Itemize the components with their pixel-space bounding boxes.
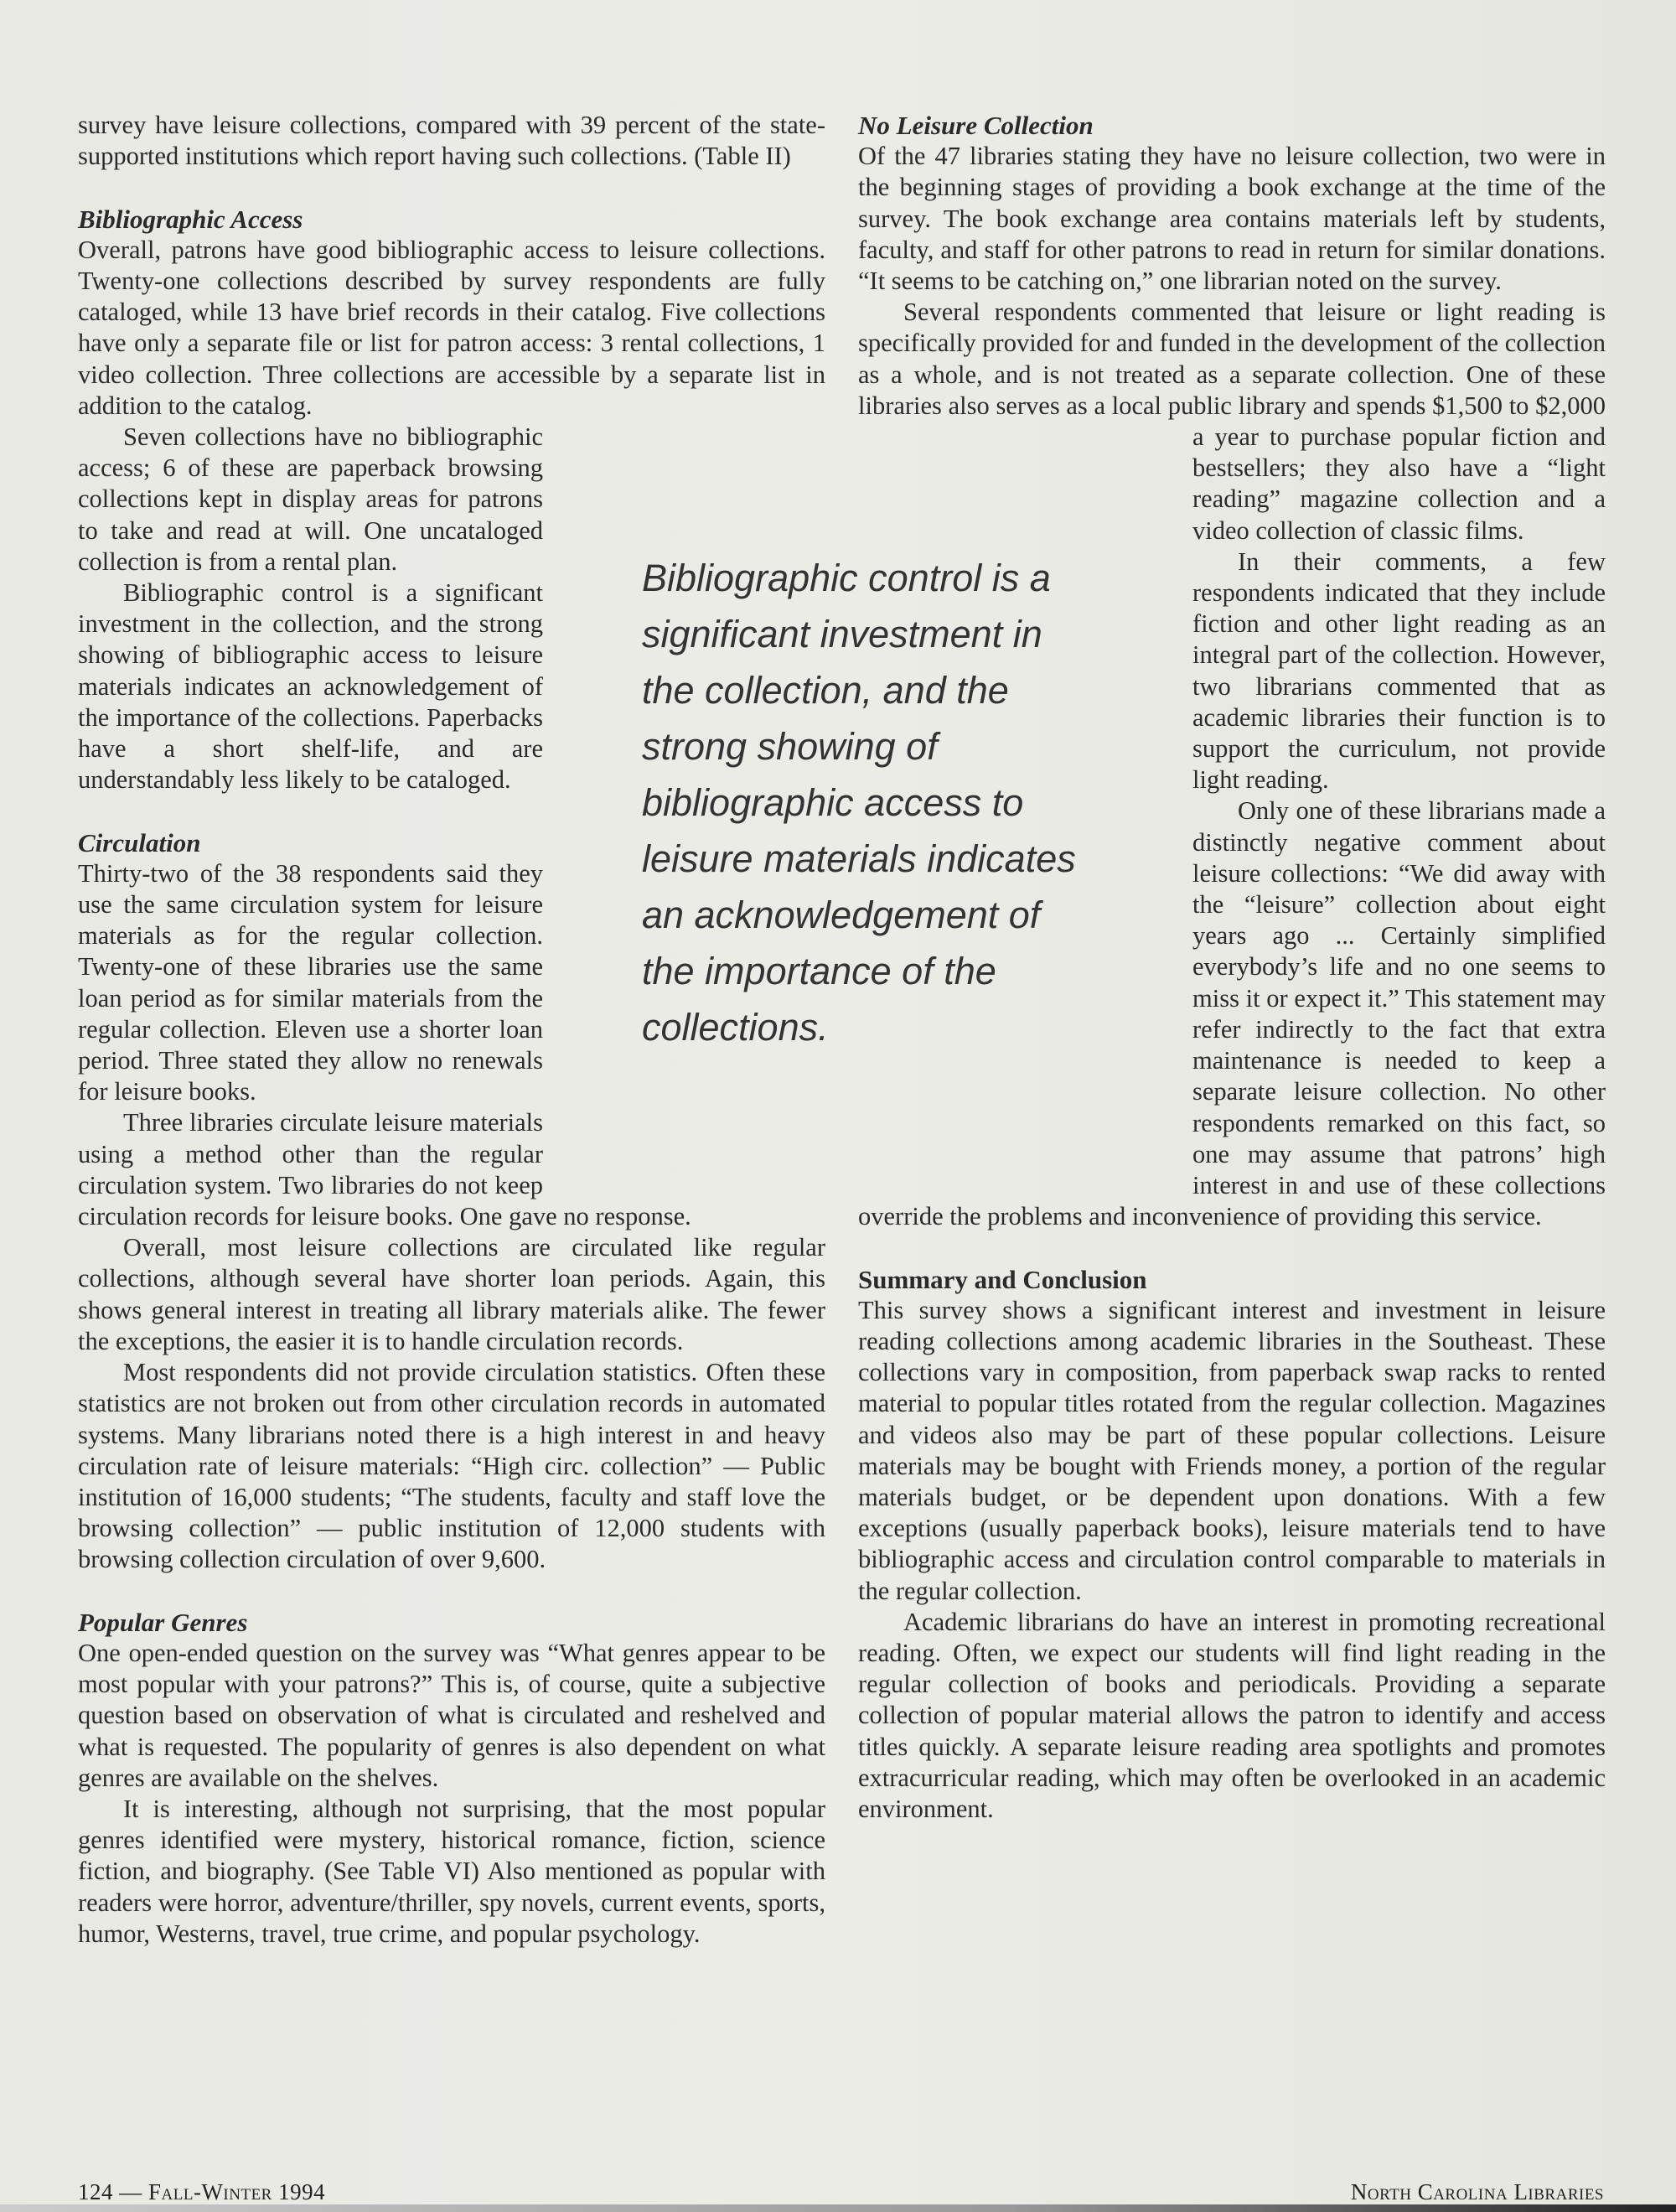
paragraph: Overall, patrons have good bibliographic access to leisure collections. Twenty-one collections described by survey respondents are fully cataloged, while 13 have brief records in their catalog. Five collections have only a separate file or list for patron access: 3 rental collections, 1 video collection. Three collections are accessible by a separate list in addition to the catalog. [78, 235, 825, 420]
pull-quote-line: collections. [642, 1006, 829, 1049]
pull-quote-line: leisure materials indicates [642, 837, 1076, 880]
pull-quote-line: significant investment in [642, 613, 1042, 655]
paragraph: Most respondents did not provide circulation statistics. Often these statistics are not broken out from other circulation records in automated systems. Many librarians noted there is a high interest in and heavy circulation rate of leisure materials: “High circ. collection” — Public institution of 16,000 students; “The students, faculty and staff love the browsing collection” — public institution of 12,000 students with browsing collection circulation of over 9,600. [78, 1358, 825, 1574]
paragraph: Academic librarians do have an interest in promoting recreational reading. Often, we expect our students will find light reading in the regular collection of books and periodicals. Providing a separate collection of popular material allows the patron to identify and access titles quickly. A separate leisure reading area spotlights and promotes extracurricular reading, which may often be overlooked in an academic environment. [858, 1607, 1606, 1823]
section-heading-bibliographic-access: Bibliographic Access [78, 204, 303, 234]
paragraph: Several respondents commented that leisure or light reading is specifically provided for and funded in the development of the collection as a whole, and is not treated as a separate collection. One of these libraries also serves as a local public library and spends $1,500 to $2,000 a year to purchase popular fiction and bestsellers; they also have a “light reading” magazine collection and a video collection of classic films. [858, 298, 1606, 545]
section-heading-popular-genres: Popular Genres [78, 1607, 248, 1637]
paragraph: survey have leisure collections, compared with 39 percent of the state-supported institutions which report having such collections. (Table II) [78, 111, 825, 171]
pull-quote-gutter [858, 453, 1192, 1201]
page-folio: 124 — Fall-Winter 1994 [78, 2179, 326, 2204]
paragraph: Thirty-two of the 38 respondents said they use the same circulation system for leisure materials as for the regular collection. Twenty-one of these libraries use the same loan period as for similar materials from the regular collection. Eleven use a shorter loan period. Three stated they allow no renewals for leisure books. [78, 858, 543, 1106]
pull-quote-line: an acknowledgement of [642, 894, 1041, 936]
page-edge-shadow [0, 2204, 1676, 2212]
paragraph: In their comments, a few respondents indicated that they include fiction and other light reading as an integral part of the collection. However, two librarians commented that as academic libraries their function is to support the curriculum, not provide light reading. [1192, 547, 1606, 795]
publication-name: North Carolina Libraries [1350, 2179, 1604, 2204]
paragraph: Only one of these librarians made a distinctly negative comment about leisure collections: “We did away with the “leisure” collection about eight years ago ... Certainly simplified everybody’s life and no one seems to miss it or expect it.” This statement may refer indirectly to the fact that extra maintenance is needed to keep a separate leisure collection. No other respondents remarked on this fact, so one may assume that patrons’ high interest in and use of these collections override the problems and inconvenience of providing this service. [858, 796, 1606, 1231]
section-heading-circulation: Circulation [78, 827, 201, 857]
paragraph: This survey shows a significant interest and investment in leisure reading collections among academic libraries in the Southeast. These collections vary in composition, from paperback swap racks to rented material to popular titles rotated from the regular collection. Magazines and videos also may be part of these popular collections. Leisure materials may be bought with Friends money, a portion of the regular materials budget, or be dependent upon donations. With a few exceptions (usually paperback books), leisure materials tend to have bibliographic access and circulation control comparable to materials in the regular collection. [858, 1295, 1606, 1605]
section-heading-no-leisure-collection: No Leisure Collection [858, 111, 1094, 140]
paragraph: One open-ended question on the survey was “What genres appear to be most popular with your patrons?” This is, of course, quite a subjective question based on observation of what is circulated and reshelved and what is requested. The popularity of genres is also dependent on what genres are available on the shelves. [78, 1638, 825, 1792]
paragraph: Bibliographic control is a significant investment in the collection, and the strong showing of bibliographic access to leisure materials indicates an acknowledgement of the importance of the collections. Paperbacks have a short shelf-life, and are understandably less likely to be cataloged. [78, 578, 543, 795]
paragraph: Seven collections have no bibliographic access; 6 of these are paperback browsing collections kept in display areas for patrons to take and read at will. One uncataloged collection is from a rental plan. [78, 422, 543, 576]
right-column [858, 110, 1606, 1825]
pull-quote-line: Bibliographic control is a [642, 557, 1051, 599]
paragraph: Overall, most leisure collections are circulated like regular collections, although several have shorter loan periods. Again, this shows general interest in treating all library materials alike. The fewer the exceptions, the easier it is to handle circulation records. [78, 1233, 825, 1355]
paragraph: Three libraries circulate leisure materials using a method other than the regular circulation system. Two libraries do not keep circulation records for leisure books. One gave no response. [78, 1108, 691, 1231]
section-heading-summary: Summary and Conclusion [858, 1264, 1147, 1294]
pull-quote-line: the importance of the [642, 950, 996, 992]
pull-quote-line: strong showing of [642, 725, 938, 768]
pull-quote-line: bibliographic access to [642, 781, 1024, 824]
pull-quote-line: the collection, and the [642, 669, 1009, 712]
paragraph: It is interesting, although not surprising, that the most popular genres identified were mystery, historical romance, fiction, science fiction, and biography. (See Table VI) Also mentioned as popular with readers were horror, adventure/thriller, spy novels, current events, sports, humor, Westerns, travel, true crime, and popular psychology. [78, 1794, 825, 1948]
paragraph: Of the 47 libraries stating they have no leisure collection, two were in the beginning stages of providing a book exchange at the time of the survey. The book exchange area contains materials left by students, faculty, and staff for other patrons to read in return for similar donations. “It seems to be catching on,” one librarian noted on the survey. [858, 142, 1606, 296]
